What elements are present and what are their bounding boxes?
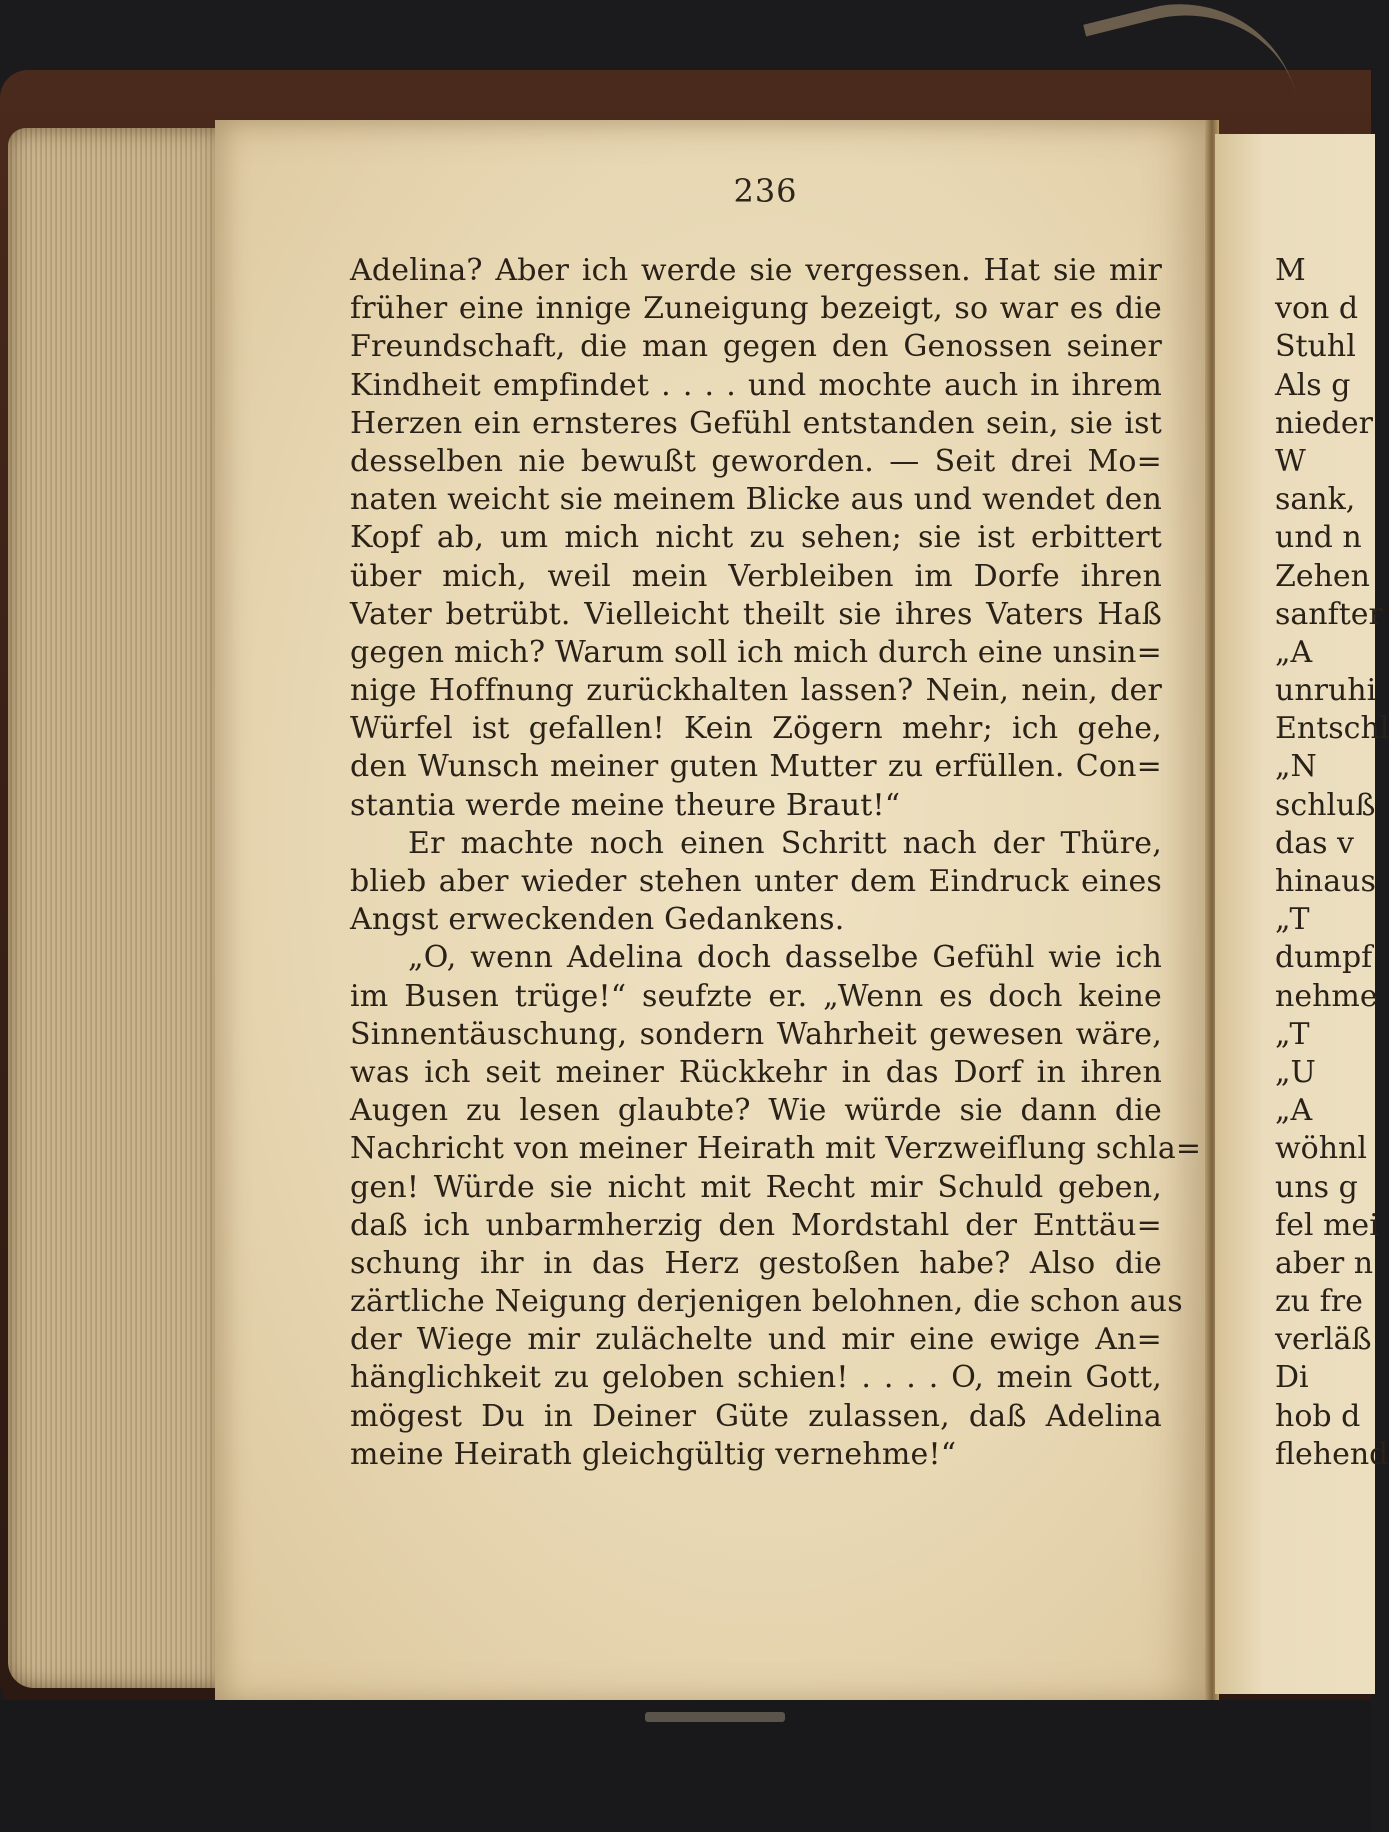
text-line: desselben nie bewußt geworden. — Seit drei Mo= [350,443,1162,479]
text-line: Würfel ist gefallen! Kein Zögern mehr; ich gehe, [350,711,1162,747]
right-page-line: M [1275,253,1306,288]
right-page-line: wöhnl [1275,1131,1367,1167]
right-page-line: „T [1275,1016,1310,1052]
right-page-line: von d [1275,291,1359,327]
text-line: nige Hoffnung zurückhalten lassen? Nein, nein, der [350,673,1162,709]
right-page-line: Stuhl [1275,329,1356,365]
text-line: Kindheit empfindet . . . . und mochte auch in ihrem [350,367,1162,403]
right-page-line: Di [1275,1360,1309,1396]
right-page-line: das v [1275,825,1354,861]
right-page-line: „A [1275,1093,1313,1129]
text-line: den Wunsch meiner guten Mutter zu erfüllen. Con= [350,749,1162,785]
text-line: blieb aber wieder stehen unter dem Eindruck eines [350,864,1162,899]
right-page-line: dumpf [1275,940,1373,976]
text-line: mögest Du in Deiner Güte zulassen, daß Adelina [350,1398,1162,1434]
page-edges [8,128,223,1688]
text-line: Freundschaft, die man gegen den Genossen seiner [350,329,1162,365]
page-number: 236 [733,172,798,210]
text-line: schung ihr in das Herz gestoßen habe? Also die [350,1245,1162,1281]
right-page-line: Zehen [1275,558,1370,594]
text-line: Adelina? Aber ich werde sie vergessen. Hat sie mir [350,253,1162,288]
right-page-line: fel mei [1275,1207,1379,1243]
left-page-text [350,252,1202,1474]
right-page-line: zu fre [1275,1284,1363,1320]
text-line: Vater betrübt. Vielleicht theilt sie ihres Vaters Haß [350,596,1162,632]
text-line: „O, wenn Adelina doch dasselbe Gefühl wie ich [408,940,1162,976]
right-page-line: hinaus [1275,864,1376,899]
text-line: im Busen trüge!“ seufzte er. „Wenn es doch keine [350,978,1162,1014]
text-line: zärtliche Neigung derjenigen belohnen, die schon aus [350,1284,1183,1320]
right-page-line: Entschl [1275,711,1389,747]
text-line: Angst erweckenden Gedankens. [350,902,845,938]
right-page-line: uns g [1275,1169,1358,1205]
text-line: über mich, weil mein Verbleiben im Dorfe ihren [350,558,1162,594]
right-page-line: W [1275,443,1306,479]
right-page-line: „A [1275,634,1313,670]
right-page-line: hob d [1275,1398,1361,1434]
right-page-line: verläß [1275,1322,1372,1358]
text-line: naten weicht sie meinem Blicke aus und wendet den [350,482,1162,518]
text-line: Augen zu lesen glaubte? Wie würde sie dann die [350,1093,1162,1129]
text-line: Kopf ab, um mich nicht zu sehen; sie ist erbittert [350,520,1162,556]
text-line: was ich seit meiner Rückkehr in das Dorf in ihren [350,1054,1162,1090]
right-page-text [1275,252,1389,1474]
right-page-line: nieder [1275,405,1373,441]
right-page-line: schluß [1275,787,1376,823]
text-line: Nachricht von meiner Heirath mit Verzweiflung schla= [350,1131,1202,1167]
right-page-line: Als g [1275,367,1351,403]
right-page-line: „T [1275,902,1310,938]
text-line: stantia werde meine theure Braut!“ [350,787,901,823]
book-clasp [645,1712,785,1722]
text-line: Er machte noch einen Schritt nach der Thüre, [408,825,1162,861]
right-page-line: nehme [1275,978,1378,1014]
text-line: gen! Würde sie nicht mit Recht mir Schuld geben, [350,1169,1162,1205]
text-line: meine Heirath gleichgültig vernehme!“ [350,1436,957,1472]
right-page-line: flehend [1275,1436,1389,1472]
text-line: früher eine innige Zuneigung bezeigt, so war es die [350,291,1162,327]
text-line: der Wiege mir zulächelte und mir eine ewige An= [350,1322,1162,1358]
right-page-line: aber n [1275,1245,1374,1281]
right-page-line: und n [1275,520,1362,556]
right-page-line: sanfter [1275,596,1383,632]
text-line: hänglichkeit zu geloben schien! . . . . O, mein Gott, [350,1360,1162,1396]
right-page-line: unruhi [1275,673,1377,709]
right-page-line: „N [1275,749,1317,785]
text-line: daß ich unbarmherzig den Mordstahl der Enttäu= [350,1207,1162,1243]
right-page-line: sank, [1275,482,1356,518]
text-line: Sinnentäuschung, sondern Wahrheit gewesen wäre, [350,1016,1162,1052]
text-line: Herzen ein ernsteres Gefühl entstanden sein, sie ist [350,405,1162,441]
text-line: gegen mich? Warum soll ich mich durch eine unsin= [350,634,1162,670]
right-page-line: „U [1275,1054,1316,1090]
